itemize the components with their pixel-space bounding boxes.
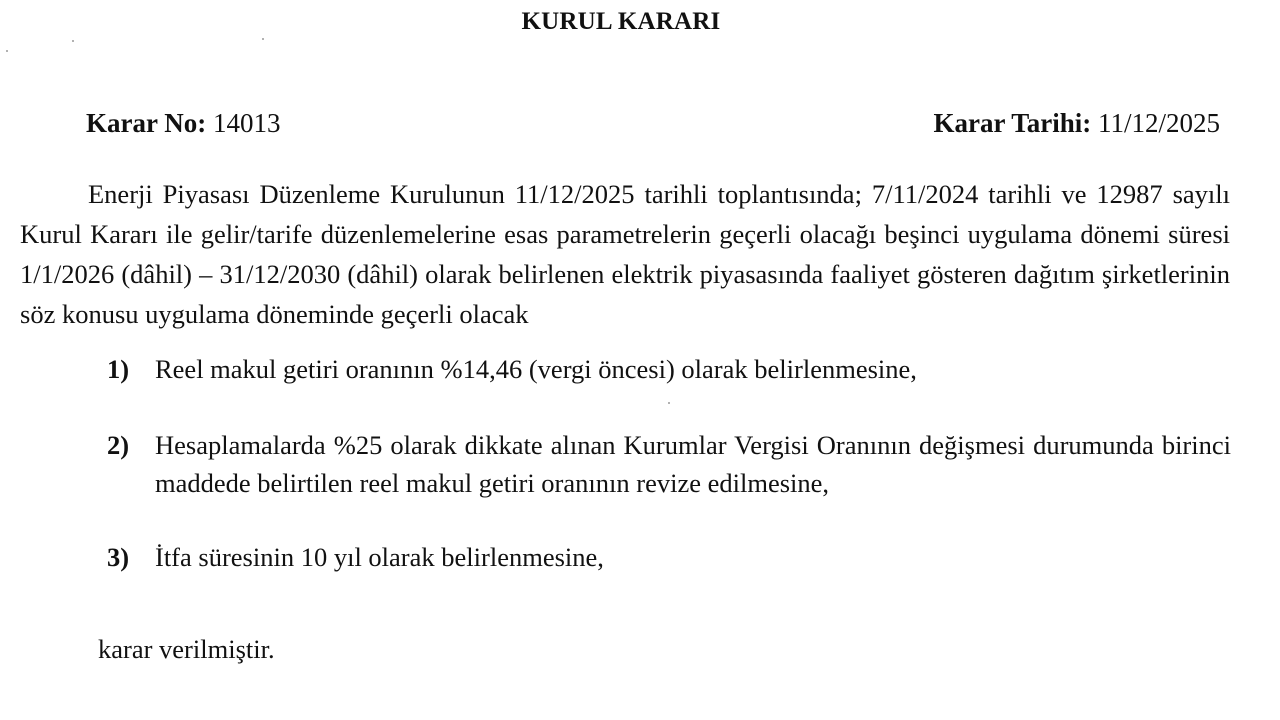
decision-date-label: Karar Tarihi: — [933, 108, 1092, 138]
document-title: KURUL KARARI — [521, 8, 721, 35]
item-number: 2) — [107, 430, 130, 460]
item-text: Reel makul getiri oranının %14,46 (vergi öncesi) olarak belirlenmesine, — [155, 354, 917, 384]
scan-speck — [72, 40, 74, 42]
decision-number-label: Karar No: — [86, 108, 207, 138]
decision-number-value: 14013 — [212, 108, 281, 138]
intro-paragraph: Enerji Piyasası Düzenleme Kurulunun 11/12/2025 tarihli toplantısında; 7/11/2024 tarihli ve 12987 sayılı Kurul Kararı ile gelir/tarife düzenlemelerine esas parametrelerin geçerli olacağı beşinci uygulama dönemi süresi 1/1/2026 (dâhil) – 31/12/2030 (dâhil) olarak belirlenen elektrik piyasasında faaliyet gösteren dağıtım şirketlerinin söz konusu uygulama döneminde geçerli olacak — [20, 179, 1230, 329]
item-text: Hesaplamalarda %25 olarak dikkate alınan Kurumlar Vergisi Oranının değişmesi durumunda birinci maddede belirtilen reel makul getiri oranının revize edilmesine, — [155, 430, 1231, 498]
item-number: 3) — [107, 542, 130, 572]
closing-text: karar verilmiştir. — [98, 634, 275, 664]
decision-meta-row — [86, 108, 1220, 139]
scan-speck — [6, 50, 8, 52]
decision-item-3 — [107, 538, 1231, 576]
decision-date-value: 11/12/2025 — [1097, 108, 1220, 138]
decision-item-1 — [107, 350, 1231, 388]
scan-speck — [668, 402, 670, 404]
item-text: İtfa süresinin 10 yıl olarak belirlenmesine, — [155, 542, 604, 572]
item-number: 1) — [107, 354, 130, 384]
decision-item-2 — [107, 426, 1231, 502]
scan-speck — [262, 38, 264, 40]
decision-date — [933, 108, 1220, 139]
decision-number — [86, 108, 280, 139]
